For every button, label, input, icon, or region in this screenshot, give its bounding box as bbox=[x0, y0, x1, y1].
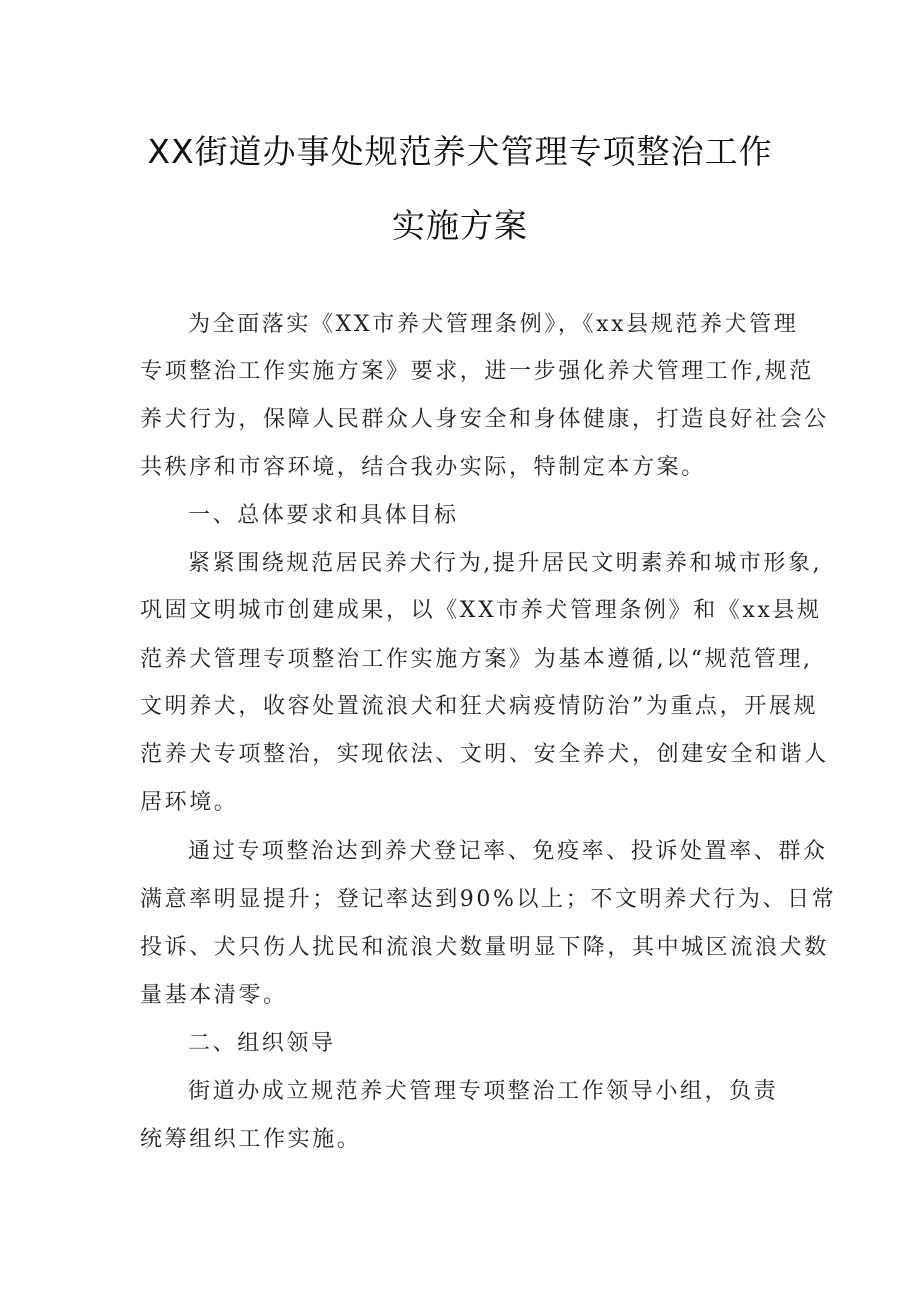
paragraph-line: 居环境。 bbox=[140, 790, 239, 815]
document-title-line-1: XX街道办事处规范养犬管理专项整治工作 bbox=[147, 132, 773, 171]
document-title-line-2: 实施方案 bbox=[392, 206, 528, 245]
paragraph-line: 满意率明显提升；登记率达到90%以上；不文明养犬行为、日常 bbox=[140, 887, 837, 912]
section-heading: 一、总体要求和具体目标 bbox=[188, 503, 459, 528]
paragraph-line: 范养犬管理专项整治工作实施方案》为基本遵循,以“规范管理, bbox=[140, 647, 813, 672]
paragraph-line: 范养犬专项整治，实现依法、文明、安全养犬，创建安全和谐人 bbox=[140, 742, 829, 767]
paragraph-line: 养犬行为，保障人民群众人身安全和身体健康，打造良好社会公 bbox=[140, 407, 829, 432]
paragraph-line: 共秩序和市容环境，结合我办实际，特制定本方案。 bbox=[140, 455, 706, 480]
paragraph-line: 专项整治工作实施方案》要求，进一步强化养犬管理工作,规范 bbox=[140, 359, 814, 384]
paragraph-line: 街道办成立规范养犬管理专项整治工作领导小组，负责 bbox=[188, 1079, 779, 1104]
paragraph-line: 量基本清零。 bbox=[140, 983, 288, 1008]
paragraph-line: 为全面落实《XX市养犬管理条例》，《xx县规范养犬管理 bbox=[188, 312, 799, 337]
paragraph-line: 巩固文明城市创建成果，以《XX市养犬管理条例》和《xx县规 bbox=[140, 598, 822, 623]
paragraph-line: 文明养犬，收容处置流浪犬和狂犬病疫情防治”为重点，开展规 bbox=[140, 694, 819, 719]
paragraph-line: 投诉、犬只伤人扰民和流浪犬数量明显下降，其中城区流浪犬数 bbox=[140, 935, 829, 960]
paragraph-line: 通过专项整治达到养犬登记率、免疫率、投诉处置率、群众 bbox=[188, 839, 828, 864]
section-heading: 二、组织领导 bbox=[188, 1031, 336, 1056]
paragraph-line: 紧紧围绕规范居民养犬行为,提升居民文明素养和城市形象, bbox=[188, 551, 823, 576]
paragraph-line: 统筹组织工作实施。 bbox=[140, 1127, 362, 1152]
